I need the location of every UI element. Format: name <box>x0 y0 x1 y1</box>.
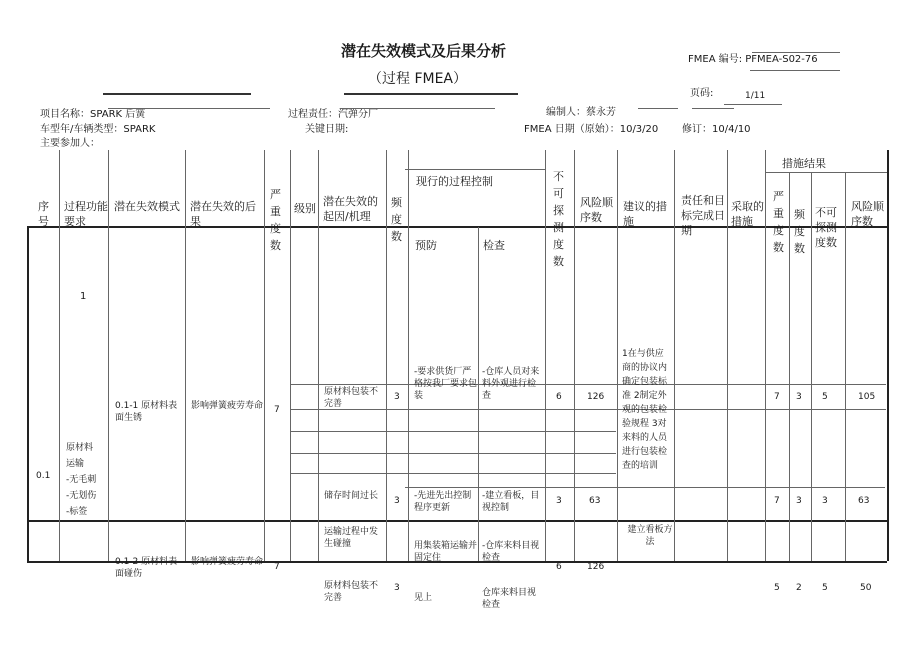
row3-effect: 影响弹簧疲劳寿命 <box>191 557 264 567</box>
row1-rpn: 126 <box>587 392 605 402</box>
col-line-7 <box>386 150 387 561</box>
table-right-edge <box>887 150 889 561</box>
page-title: 潜在失效模式及后果分析 <box>341 42 507 60</box>
col-occurrence: 频度数 <box>391 196 402 244</box>
row-gap-3 <box>290 473 616 474</box>
row-gap-2 <box>290 453 616 454</box>
table-row-divider <box>27 520 887 522</box>
process-owner-underline <box>340 108 495 109</box>
col-line-4 <box>264 150 265 561</box>
row1-recommended: 1在与供应商的协议内确定包装标准 2制定外观的包装检验规程 3对来料的人员进行包装检查的培训 <box>622 349 668 471</box>
row2-occurrence: 3 <box>394 496 400 506</box>
row-gap-1 <box>290 431 616 432</box>
col-line-13 <box>674 150 675 561</box>
results-header-line <box>765 172 887 173</box>
row2-r-occurrence: 3 <box>796 496 802 506</box>
fmea-number-underline <box>750 70 840 71</box>
process-owner: 过程责任：汽弹分厂 <box>288 109 378 120</box>
row3-recommended: 建立看板方法 <box>627 525 673 548</box>
col-line-1 <box>59 150 60 561</box>
col-line-18 <box>845 172 846 561</box>
col-line-3 <box>185 150 186 561</box>
col-failure-mode: 潜在失效模式 <box>114 200 180 213</box>
col-line-17 <box>811 172 812 561</box>
row3-rpn: 126 <box>587 562 605 572</box>
col-line-11 <box>574 150 575 561</box>
col-line-9 <box>478 227 479 561</box>
col-responsibility: 责任和目标完成日期 <box>681 194 725 237</box>
col-actions-taken: 采取的措施 <box>731 200 764 228</box>
row1-top <box>290 384 886 385</box>
col-r-detect: 不可探测度数 <box>815 206 837 249</box>
function-line-3: -无毛刺 <box>66 475 97 485</box>
function-number: 1 <box>80 291 87 302</box>
subtitle-underline <box>344 93 518 95</box>
row1-detect-rating: 6 <box>556 392 562 402</box>
table-left-edge <box>27 226 29 561</box>
col-line-10 <box>545 150 546 561</box>
fmea-date: FMEA 日期（原始）：10/3/20 <box>524 124 659 135</box>
col-cause: 潜在失效的起因/机理 <box>323 195 378 223</box>
row3-detect-rating: 6 <box>556 562 562 572</box>
col-line-15 <box>765 150 766 561</box>
col-current-control: 现行的过程控制 <box>416 175 493 188</box>
row4-prevention: 见上 <box>414 593 433 603</box>
row3-detection: -仓库来料目视检查 <box>482 541 540 564</box>
row2-r-severity: 7 <box>774 496 780 506</box>
row1-r-detect: 5 <box>822 392 828 402</box>
col-prevention: 预防 <box>415 239 437 252</box>
col-class: 级别 <box>294 202 316 215</box>
col-seq: 序号 <box>38 200 49 228</box>
col-line-14 <box>727 150 728 561</box>
col-recommended: 建议的措施 <box>623 200 667 228</box>
prepared-underline-2 <box>692 108 734 109</box>
row3-severity: 7 <box>274 562 280 572</box>
row1-r-occurrence: 3 <box>796 392 802 402</box>
row1-r-rpn: 105 <box>858 392 876 402</box>
item-number: 0.1 <box>36 471 51 481</box>
row2-cause: 储存时间过长 <box>324 491 379 501</box>
col-severity: 严重度数 <box>270 188 281 253</box>
row2-top <box>405 487 885 488</box>
col-rpn: 风险顺序数 <box>580 196 613 224</box>
left-rule <box>103 93 251 95</box>
row4-r-rpn: 50 <box>860 583 872 593</box>
row4-detection: 仓库来料目视检查 <box>482 588 537 611</box>
row3-prevention: 用集装箱运输并固定住 <box>414 541 478 564</box>
col-line-12 <box>617 150 618 561</box>
col-function: 过程功能要求 <box>64 200 108 228</box>
control-header-line <box>405 169 545 170</box>
function-line-4: -无划伤 <box>66 491 97 501</box>
row1-detection: -仓库人员对来料外观进行检查 <box>482 367 540 402</box>
prepared-underline-1 <box>638 108 678 109</box>
row1-severity: 7 <box>274 405 280 415</box>
row2-prevention: -先进先出控制程序更新 <box>414 491 472 514</box>
revision-date: 修订：10/4/10 <box>682 124 751 135</box>
col-r-occurrence: 频度数 <box>794 208 805 256</box>
row3-cause: 运输过程中发生碰撞 <box>324 527 379 550</box>
page-number: 1/11 <box>745 91 766 101</box>
col-line-5 <box>290 150 291 561</box>
col-line-8 <box>408 150 409 561</box>
model-year: 车型年/车辆类型：SPARK <box>40 124 156 135</box>
row4-r-detect: 5 <box>822 583 828 593</box>
col-detect-rating: 不可探测度数 <box>553 170 564 269</box>
row1-effect: 影响弹簧疲劳寿命 <box>191 401 264 411</box>
row2-detection: -建立看板，目视控制 <box>482 491 540 514</box>
row2-r-rpn: 63 <box>858 496 870 506</box>
row1-occurrence: 3 <box>394 392 400 402</box>
row4-cause: 原材料包装不完善 <box>324 581 379 604</box>
function-line-5: -标签 <box>66 507 88 517</box>
row1-r-severity: 7 <box>774 392 780 402</box>
col-effect: 潜在失效的后果 <box>190 200 256 228</box>
row1-prevention: -要求供货厂严格按我厂要求包装 <box>414 367 478 402</box>
participants: 主要参加人： <box>40 138 100 149</box>
col-r-rpn: 风险顺序数 <box>851 200 884 228</box>
row3-failure-mode: 0.1-2 原材料表面碰伤 <box>115 557 178 580</box>
row2-r-detect: 3 <box>822 496 828 506</box>
col-detection: 检查 <box>483 239 505 252</box>
page-label: 页码: <box>690 88 714 99</box>
row4-occurrence: 3 <box>394 583 400 593</box>
fmea-number-topline <box>752 52 840 53</box>
row2-detect-rating: 3 <box>556 496 562 506</box>
row4-r-severity: 5 <box>774 583 780 593</box>
col-r-severity: 严重度数 <box>773 190 784 255</box>
row1-cause: 原材料包装不完善 <box>324 387 379 410</box>
col-line-16 <box>789 172 790 561</box>
function-line-2: 运输 <box>66 459 85 469</box>
col-action-results: 措施结果 <box>782 157 826 170</box>
row1-failure-mode: 0.1-1 原材料表面生锈 <box>115 401 178 424</box>
page-number-underline <box>724 104 782 105</box>
fmea-number: FMEA 编号: PFMEA-S02-76 <box>688 54 818 65</box>
function-line-1: 原材料 <box>66 443 94 453</box>
project-underline <box>108 108 270 109</box>
page-subtitle: （过程 FMEA） <box>368 71 468 87</box>
col-line-6 <box>318 150 319 561</box>
row4-r-occurrence: 2 <box>796 583 802 593</box>
row2-rpn: 63 <box>589 496 601 506</box>
prepared-by: 编制人：蔡永芳 <box>546 107 616 118</box>
project-name: 项目名称：SPARK 后簧 <box>40 109 146 120</box>
key-date: 关键日期: <box>305 124 349 135</box>
col-line-2 <box>108 150 109 561</box>
